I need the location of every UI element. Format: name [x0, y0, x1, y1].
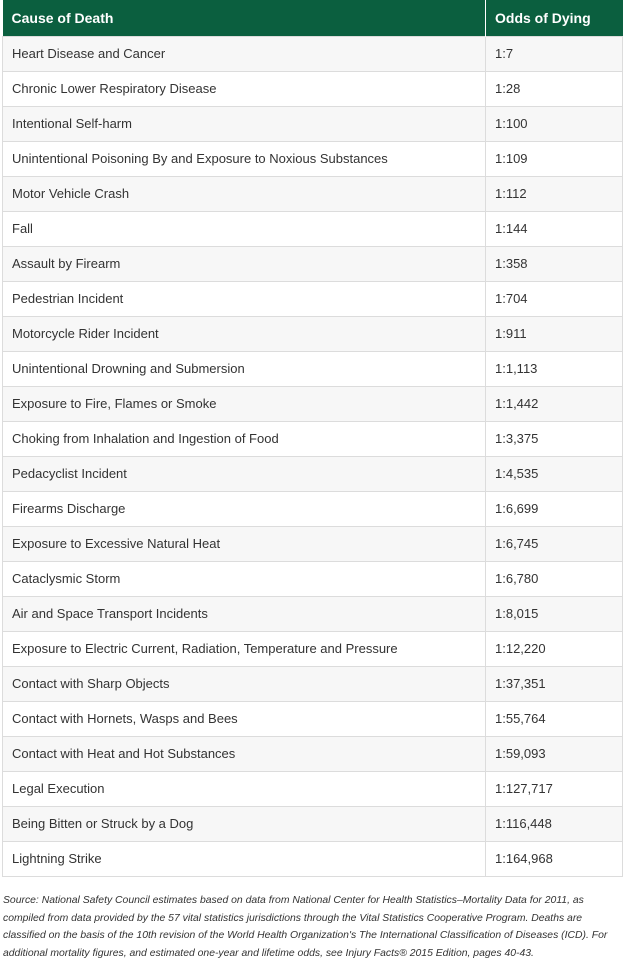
- cause-of-death-cell: Lightning Strike: [3, 841, 486, 876]
- cause-of-death-cell: Being Bitten or Struck by a Dog: [3, 806, 486, 841]
- table-row: [3, 386, 623, 421]
- source-note: Source: National Safety Council estimates based on data from National Center for Health Statistics–Mortality Data for 2011, as compiled from data provided by the 57 vital statistics jurisdictions through the Vital Statistics Cooperative Program. Deaths are classified on the basis of the 10th revision of the World Health Organization's The International Classification of Diseases (ICD). For additional mortality figures, and estimated one-year and lifetime odds, see Injury Facts® 2015 Edition, pages 40-43.: [3, 895, 608, 959]
- table-row: [3, 176, 623, 211]
- table-row: [3, 631, 623, 666]
- odds-of-dying-cell: 1:6,745: [486, 526, 623, 561]
- header-odds-of-dying: Odds of Dying: [486, 0, 623, 36]
- table-row: [3, 596, 623, 631]
- odds-of-dying-table-container: [2, 0, 622, 877]
- odds-of-dying-cell: 1:4,535: [486, 456, 623, 491]
- odds-of-dying-cell: 1:100: [486, 106, 623, 141]
- odds-of-dying-cell: 1:116,448: [486, 806, 623, 841]
- table-header: [3, 0, 623, 36]
- odds-of-dying-cell: 1:12,220: [486, 631, 623, 666]
- table-row: [3, 736, 623, 771]
- table-row: [3, 806, 623, 841]
- table-body: [3, 36, 623, 876]
- table-row: [3, 36, 623, 71]
- cause-of-death-cell: Contact with Hornets, Wasps and Bees: [3, 701, 486, 736]
- table-row: [3, 316, 623, 351]
- cause-of-death-cell: Unintentional Drowning and Submersion: [3, 351, 486, 386]
- cause-of-death-cell: Chronic Lower Respiratory Disease: [3, 71, 486, 106]
- header-cause-of-death: Cause of Death: [3, 0, 486, 36]
- cause-of-death-cell: Motorcycle Rider Incident: [3, 316, 486, 351]
- table-row: [3, 281, 623, 316]
- cause-of-death-cell: Unintentional Poisoning By and Exposure to Noxious Substances: [3, 141, 486, 176]
- cause-of-death-cell: Exposure to Electric Current, Radiation, Temperature and Pressure: [3, 631, 486, 666]
- table-row: [3, 421, 623, 456]
- odds-of-dying-table: [2, 0, 623, 877]
- odds-of-dying-cell: 1:8,015: [486, 596, 623, 631]
- cause-of-death-cell: Contact with Sharp Objects: [3, 666, 486, 701]
- table-row: [3, 841, 623, 876]
- odds-of-dying-cell: 1:112: [486, 176, 623, 211]
- cause-of-death-cell: Firearms Discharge: [3, 491, 486, 526]
- odds-of-dying-cell: 1:28: [486, 71, 623, 106]
- odds-of-dying-cell: 1:704: [486, 281, 623, 316]
- odds-of-dying-cell: 1:358: [486, 246, 623, 281]
- odds-of-dying-cell: 1:911: [486, 316, 623, 351]
- odds-of-dying-cell: 1:59,093: [486, 736, 623, 771]
- table-row: [3, 771, 623, 806]
- header-row: [3, 0, 623, 36]
- odds-of-dying-cell: 1:6,699: [486, 491, 623, 526]
- odds-of-dying-cell: 1:109: [486, 141, 623, 176]
- cause-of-death-cell: Choking from Inhalation and Ingestion of Food: [3, 421, 486, 456]
- cause-of-death-cell: Cataclysmic Storm: [3, 561, 486, 596]
- table-row: [3, 526, 623, 561]
- cause-of-death-cell: Air and Space Transport Incidents: [3, 596, 486, 631]
- odds-of-dying-cell: 1:3,375: [486, 421, 623, 456]
- table-row: [3, 456, 623, 491]
- odds-of-dying-cell: 1:55,764: [486, 701, 623, 736]
- odds-of-dying-cell: 1:37,351: [486, 666, 623, 701]
- table-row: [3, 106, 623, 141]
- odds-of-dying-cell: 1:1,113: [486, 351, 623, 386]
- table-row: [3, 71, 623, 106]
- odds-of-dying-cell: 1:1,442: [486, 386, 623, 421]
- cause-of-death-cell: Exposure to Fire, Flames or Smoke: [3, 386, 486, 421]
- odds-of-dying-cell: 1:7: [486, 36, 623, 71]
- table-row: [3, 246, 623, 281]
- table-row: [3, 351, 623, 386]
- cause-of-death-cell: Pedestrian Incident: [3, 281, 486, 316]
- table-row: [3, 701, 623, 736]
- table-row: [3, 561, 623, 596]
- cause-of-death-cell: Intentional Self-harm: [3, 106, 486, 141]
- table-row: [3, 666, 623, 701]
- cause-of-death-cell: Contact with Heat and Hot Substances: [3, 736, 486, 771]
- cause-of-death-cell: Exposure to Excessive Natural Heat: [3, 526, 486, 561]
- cause-of-death-cell: Assault by Firearm: [3, 246, 486, 281]
- cause-of-death-cell: Heart Disease and Cancer: [3, 36, 486, 71]
- odds-of-dying-cell: 1:6,780: [486, 561, 623, 596]
- cause-of-death-cell: Fall: [3, 211, 486, 246]
- cause-of-death-cell: Pedacyclist Incident: [3, 456, 486, 491]
- odds-of-dying-cell: 1:164,968: [486, 841, 623, 876]
- cause-of-death-cell: Motor Vehicle Crash: [3, 176, 486, 211]
- odds-of-dying-cell: 1:144: [486, 211, 623, 246]
- table-row: [3, 211, 623, 246]
- table-row: [3, 141, 623, 176]
- cause-of-death-cell: Legal Execution: [3, 771, 486, 806]
- table-row: [3, 491, 623, 526]
- odds-of-dying-cell: 1:127,717: [486, 771, 623, 806]
